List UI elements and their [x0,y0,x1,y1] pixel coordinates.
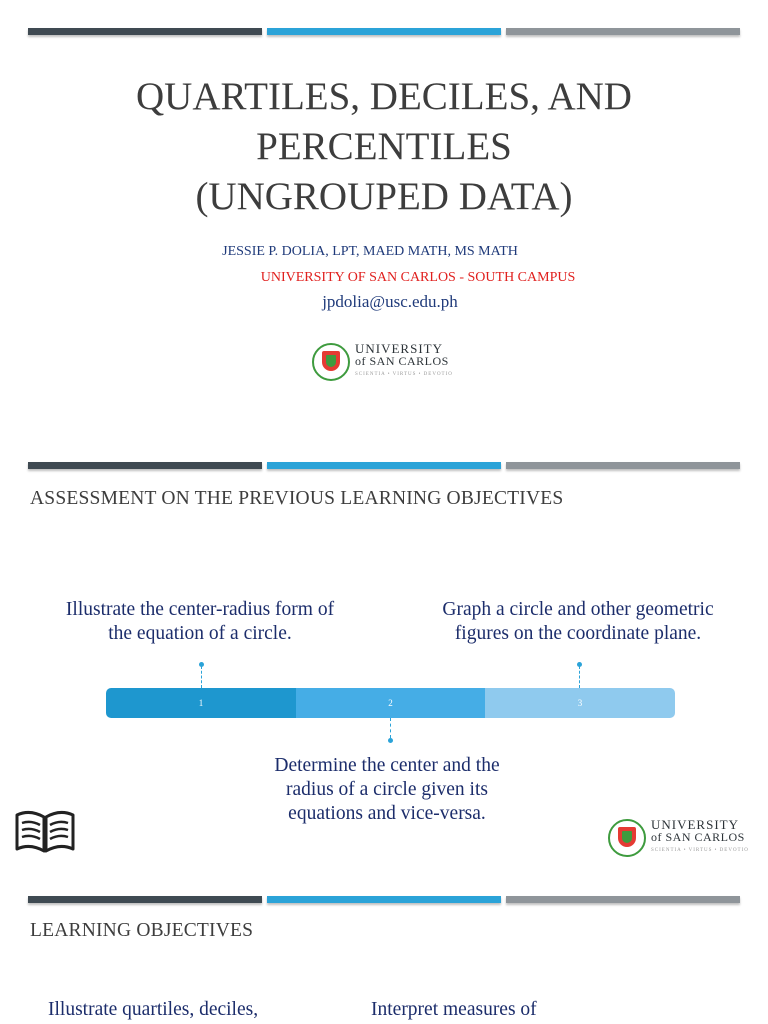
logo-text-line1: UNIVERSITY [355,341,443,356]
logo-text-line2: of SAN CARLOS [651,830,745,844]
header-bar-dark [28,896,262,903]
header-bar-dark [28,462,262,469]
learning-objective-1: Illustrate quartiles, deciles, [48,999,259,1020]
header-bars [28,28,740,36]
header-bars [28,462,740,470]
university-seal-icon [312,343,350,381]
connector-line-1 [201,666,202,688]
header-bar-blue [267,28,501,35]
open-book-icon [14,805,76,862]
presentation-title [0,72,768,222]
assessment-slide [0,434,768,868]
header-bar-blue [267,462,501,469]
title-line-1: QUARTILES, DECILES, AND [136,75,632,118]
header-bar-gray [506,462,740,469]
learning-objectives-slide [0,868,768,1024]
connector-line-2 [390,718,391,738]
header-bar-gray [506,28,740,35]
logo-motto: SCIENTIA • VIRTUS • DEVOTIO [651,848,749,853]
connector-line-3 [579,666,580,688]
timeline-segment-3: 3 [485,688,675,718]
timeline-segment-1: 1 [106,688,296,718]
objective-3-text: Graph a circle and other geometric figures on the coordinate plane. [442,599,714,644]
logo-text-line1: UNIVERSITY [651,817,739,832]
university-seal-icon [608,819,646,857]
author-email: jpdolia@usc.edu.ph [322,292,458,311]
objective-timeline [106,688,675,718]
connector-dot-2 [388,738,393,743]
institution-name: UNIVERSITY OF SAN CARLOS - SOUTH CAMPUS [260,270,576,285]
header-bars [28,896,740,904]
header-bar-blue [267,896,501,903]
header-bar-gray [506,896,740,903]
university-logo [608,818,749,857]
learning-objectives-title: LEARNING OBJECTIVES [30,920,254,941]
title-line-3: (UNGROUPED DATA) [195,175,573,218]
logo-text-line2: of SAN CARLOS [355,354,449,368]
objective-1-text: Illustrate the center-radius form of the equation of a circle. [65,599,335,644]
university-logo [312,342,453,381]
objective-2-text: Determine the center and the radius of a circle given its equations and vice-versa. [274,755,500,824]
learning-objective-2: Interpret measures of [371,999,537,1020]
logo-motto: SCIENTIA • VIRTUS • DEVOTIO [355,372,453,377]
title-slide [0,0,768,452]
header-bar-dark [28,28,262,35]
timeline-segment-2: 2 [296,688,485,718]
title-line-2: PERCENTILES [256,125,512,168]
assessment-title: ASSESSMENT ON THE PREVIOUS LEARNING OBJECTIVES [30,488,564,509]
author-name: JESSIE P. DOLIA, LPT, MAED MATH, MS MATH [222,244,518,259]
